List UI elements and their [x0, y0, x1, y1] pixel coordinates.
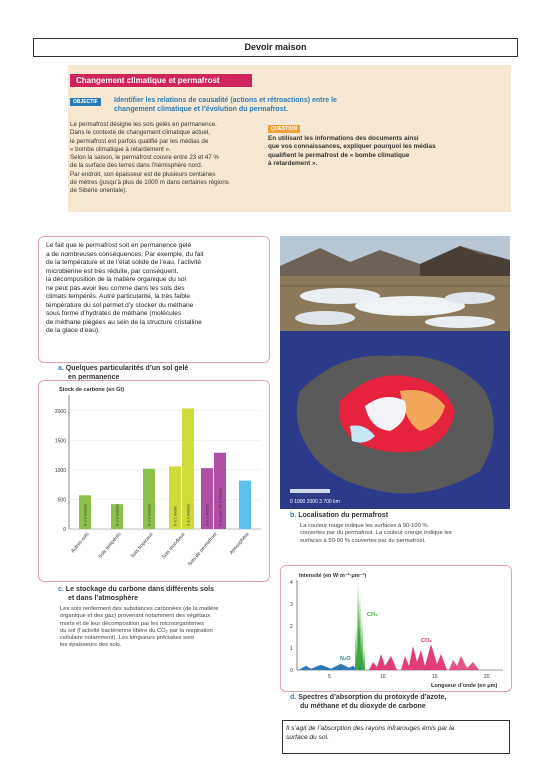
chart-bar: [239, 481, 251, 529]
chart-ytick-label: 2000: [54, 408, 66, 415]
question-badge: QUESTION: [268, 125, 300, 133]
chart-ytick-label: 1000: [54, 467, 66, 474]
ch4-label: CH₄: [367, 612, 378, 618]
chart-ylabel: Stock de carbone (en Gt): [59, 387, 125, 393]
doc-c-caption: c. Le stockage du carbone dans différents sols et dans l’atmosphère: [58, 586, 215, 602]
spectrum-ytick-0: 0: [290, 668, 293, 674]
spectrum-xtick-15: 15: [432, 674, 438, 680]
spectrum-xlabel: Longueur d’onde (en μm): [431, 683, 498, 689]
doc-d-caption: d. Spectres d’absorption du protoxyde d’azote, du méthane et du dioxyde de carbone: [290, 694, 447, 710]
answer-line-1: Il s’agit de l’absorption des rayons infrarouges émis par la: [286, 725, 455, 732]
chart-bar-label: 0 à 3 mètres: [146, 503, 152, 526]
chart-bar-label: 0 à 1 mètre: [172, 505, 178, 526]
carbon-chart: [39, 381, 269, 581]
chart-bar-label: 0 au plus de 3 mètres: [217, 487, 223, 526]
doc-c-letter: c.: [58, 586, 64, 593]
doc-a-caption: a. Quelques particularités d’un sol gelé en permanence: [58, 365, 189, 381]
chart-ytick-label: 1500: [54, 438, 66, 445]
doc-b-letter: b.: [290, 512, 297, 519]
permafrost-photo: [280, 236, 510, 331]
page-title: Devoir maison: [33, 38, 518, 57]
spectrum-ytick-1: 1: [290, 646, 293, 652]
chart-category-label: Sols tempérés: [97, 531, 123, 560]
objective-badge: OBJECTIF: [70, 98, 101, 106]
chart-category-label: Sols tropicaux: [129, 531, 155, 560]
chart-category-label: Atmosphère: [228, 531, 251, 556]
doc-a-letter: a.: [58, 365, 64, 372]
map-scale: 0 1000 2000 3 700 km: [290, 499, 340, 505]
chart-category-label: Sols mondiaux: [160, 531, 187, 561]
doc-a-text: Le fait que le permafrost soit en permanence gelé a de nombreuses conséquences. Par exemple, du fait de la température et de l’état solide de l’eau, l’activité microbienne est très réduite, par conséquent, la décomposition de la matière organique du sol ne peut pas avoir lieu comme dans les sols des climats tempérés. Autre particularité, la très faible température du sol permet d’y stocker du méthane sous forme d’hydrates de méthane (molécules de méthane piégées au sein de la structure cristalline de la glace d’eau).: [46, 242, 204, 334]
doc-b-caption: b. Localisation du permafrost: [290, 512, 389, 519]
objective-text: Identifier les relations de causalité (actions et rétroactions) entre le changement climatique et l’évolution du permafrost.: [114, 97, 337, 113]
answer-line-2: surface du sol.: [286, 734, 329, 741]
chart-category-label: Sols de permafrost: [186, 531, 219, 568]
doc-b-description: La couleur rouge indique les surfaces à 90-100 % couvertes par du permafrost. La couleur orange indique les surfaces à 50-90 % couvertes par du permafrost.: [300, 523, 452, 544]
spectrum-ytick-4: 4: [290, 580, 293, 586]
spectrum-ylabel: Intensité (en W·m⁻²·μm⁻¹): [299, 573, 367, 579]
spectrum-ytick-3: 3: [290, 602, 293, 608]
question-text: En utilisant les informations des documents ainsi que vos connaissances, expliquer pourquoi les médias qualifient le permafrost de « bombe climatique à retardement ».: [268, 135, 436, 167]
doc-d-letter: d.: [290, 694, 297, 701]
chart-ytick-label: 0: [63, 527, 66, 533]
spectrum-box: [280, 565, 512, 692]
chart-bar-label: 0 à 3 mètres: [82, 503, 88, 526]
chart-bar-label: 0 à 3 mètres: [204, 503, 210, 526]
spectrum-xtick-10: 10: [380, 674, 386, 680]
spectrum-xtick-5: 5: [328, 674, 331, 680]
spectrum-xtick-20: 20: [484, 674, 490, 680]
carbon-chart-box: [38, 380, 270, 582]
chart-ytick-label: 500: [57, 497, 66, 504]
chart-bar-label: 0 à 3 mètres: [114, 503, 120, 526]
n2o-label: N₂O: [340, 656, 351, 662]
answer-box[interactable]: [282, 720, 510, 754]
absorption-spectrum: [281, 566, 511, 691]
spectrum-ytick-2: 2: [290, 624, 293, 630]
doc-c-description: Les sols renferment des substances carbonées (de la matière organique et des gaz) provenant notamment des végétaux morts et de leur décomposition par les microorganismes du sol (l’activité bactérienne libère du CO₂ par la respiration cellulaire notamment). Les longueurs précisées sont les épaisseurs des sols.: [60, 606, 219, 649]
permafrost-map: [280, 331, 510, 509]
chart-category-label: Autres sols: [70, 531, 91, 555]
header-title: Changement climatique et permafrost: [70, 74, 252, 87]
co2-label: CO₂: [421, 638, 432, 644]
intro-text: Le permafrost désigne les sols gelés en permanence. Dans le contexte de changement climatique actuel, le permafrost est parfois qualifié par les médias de « bombe climatique à retardement ». Selon la saison, le permafrost couvre entre 23 et 47 % de la surface des terres dans l’hémisphère nord. Par endroit, son épaisseur est de plusieurs centaines de mètres (jusqu’à plus de 1000 m dans certaines régions de Sibérie orientale).: [70, 121, 229, 195]
chart-bar-label: 0 à 2 mètres: [185, 503, 191, 526]
